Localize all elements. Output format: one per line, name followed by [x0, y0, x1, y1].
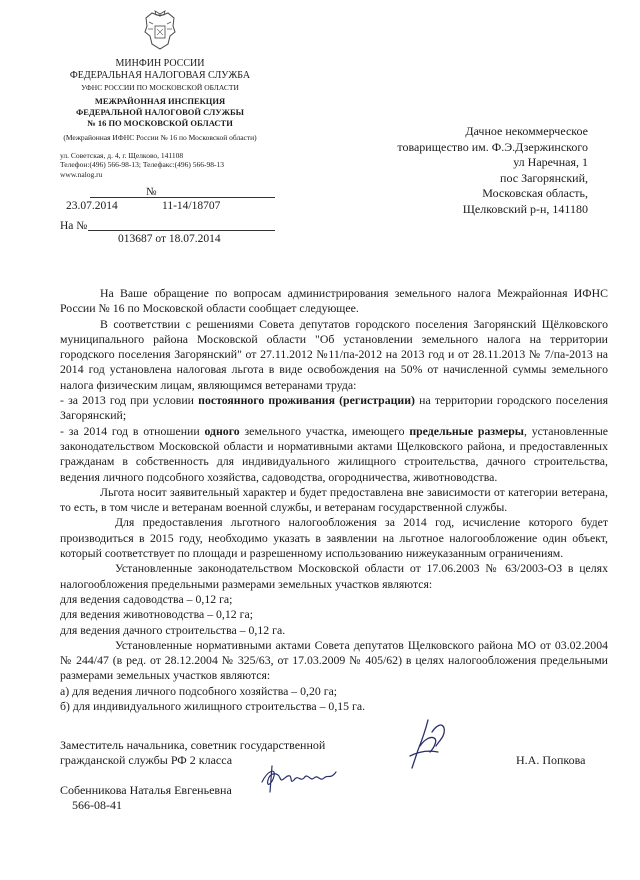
inspection-website: www.nalog.ru [60, 170, 103, 179]
limit-livestock: для ведения животноводства – 0,12 га; [60, 607, 253, 622]
outgoing-number: 11-14/18707 [162, 200, 221, 212]
paragraph-2013-condition: - за 2013 год при условии постоянного проживания (регистрации) на территории городского поселения Загорянский; [60, 393, 609, 423]
limit-subsidiary-farm: а) для ведения личного подсобного хозяйства – 0,20 га; [60, 683, 338, 698]
ufns-name: УФНС РОССИИ ПО МОСКОВСКОЙ ОБЛАСТИ [81, 83, 239, 92]
reply-to-label: На № [60, 220, 88, 232]
limit-housing: б) для индивидуального жилищного строительства – 0,15 га. [60, 699, 366, 714]
inspection-name-line3: № 16 ПО МОСКОВСКОЙ ОБЛАСТИ [87, 118, 233, 128]
paragraph-declarative: Льгота носит заявительный характер и будет предоставлена вне зависимости от категории ветерана, то есть, в том числе и ветеранам военной службы, и ветеранам государственной службы. [60, 484, 608, 515]
handwritten-signature [398, 716, 456, 772]
paragraph-district-acts: Установленные нормативными актами Совета депутатов Щелковского района МО от 03.02.2004 № 244/47 (в ред. от 28.12.2004 № 325/63, от 17.03.2009 № 405/62) в целях налогообложения предельными размерами земельных участков являются: [60, 637, 608, 683]
recipient-block [350, 124, 588, 218]
reply-to-reference: 013687 от 18.07.2014 [118, 233, 221, 245]
recipient-line: товарищество им. Ф.Э.Дзержинского [397, 139, 588, 154]
inspection-short-name: (Межрайонная ИФНС России № 16 по Московской области) [63, 133, 257, 142]
inspection-address: ул. Советская, д. 4, г. Щелково, 141108 [60, 151, 184, 160]
executor-name: Собенникова Наталья Евгеньевна [60, 783, 232, 797]
inspection-phones: Телефон:(496) 566-98-13; Телефакс:(496) 566-98-13 [60, 160, 225, 169]
signer-position-line1: Заместитель начальника, советник государственной [60, 738, 326, 752]
limit-dacha: для ведения дачного строительства – 0,12 га. [60, 622, 286, 637]
reply-to-line [88, 230, 275, 231]
inspection-name-line2: ФЕДЕРАЛЬНОЙ НАЛОГОВОЙ СЛУЖБЫ [75, 107, 245, 117]
ministry-name: МИНФИН РОССИИ [115, 58, 205, 69]
number-sign: № [146, 186, 157, 198]
inspection-name-line1: МЕЖРАЙОННАЯ ИНСПЕКЦИЯ [94, 96, 226, 106]
limit-gardening: для ведения садоводства – 0,12 га; [60, 591, 233, 606]
outgoing-date: 23.07.2014 [66, 200, 118, 212]
recipient-line: Дачное некоммерческое [465, 124, 588, 138]
letter-body [60, 286, 608, 714]
paragraph-decisions: В соответствии с решениями Совета депутатов городского поселения Загорянский Щёлковского муниципального района Московской области "Об установлении земельного налога на территории городского поселения Загорянский" от 27.11.2012 №11/па-2012 на 2013 год и от 28.11.2013 № 7/па-2013 на 2014 год установлена налоговая льгота в виде освобождения на 50% от начисленной суммы земельного налога физическим лицам, являющимся ветеранами труда: [60, 316, 608, 392]
recipient-line: Московская область, [482, 186, 588, 201]
signer-position-line2: гражданской службы РФ 2 класса [60, 753, 233, 767]
paragraph-2014-condition: - за 2014 год в отношении одного земельного участка, имеющего предельные размеры, установленные законодательством Московской области и нормативными актами Щелковского района, и предоставленных гражданам в собственность для индивидуального жилищного строительства, дачного строительства, ведения личного подсобного хозяйства, садоводства, огородничества, животноводства. [60, 423, 608, 484]
paragraph-intro: На Ваше обращение по вопросам администрирования земельного налога Межрайонная ИФНС России № 16 по Московской области сообщает следующее. [60, 286, 608, 316]
coat-of-arms-emblem [143, 10, 177, 52]
service-name: ФЕДЕРАЛЬНАЯ НАЛОГОВАЯ СЛУЖБА [69, 70, 251, 81]
signer-name: Н.А. Попкова [516, 753, 586, 767]
paragraph-application: Для предоставления льготного налогообложения за 2014 год, исчисление которого будет производиться в 2015 году, необходимо указать в заявлении на льготное налогообложение один объект, который соответствует по площади и разрешенному использованию нижеуказанным ограничениям. [60, 515, 608, 561]
registration-line [90, 197, 275, 198]
recipient-line: Щелковский р-н, 141180 [462, 201, 588, 216]
recipient-line: ул Наречная, 1 [513, 155, 588, 170]
executor-signature [258, 762, 344, 796]
executor-phone: 566-08-41 [72, 798, 122, 812]
executor-block [60, 783, 232, 813]
recipient-line: пос Загорянский, [500, 170, 588, 185]
paragraph-regional-law: Установленные законодательством Московской области от 17.06.2003 № 63/2003-ОЗ в целях налогообложения предельными размерами земельных участков являются: [60, 561, 608, 591]
